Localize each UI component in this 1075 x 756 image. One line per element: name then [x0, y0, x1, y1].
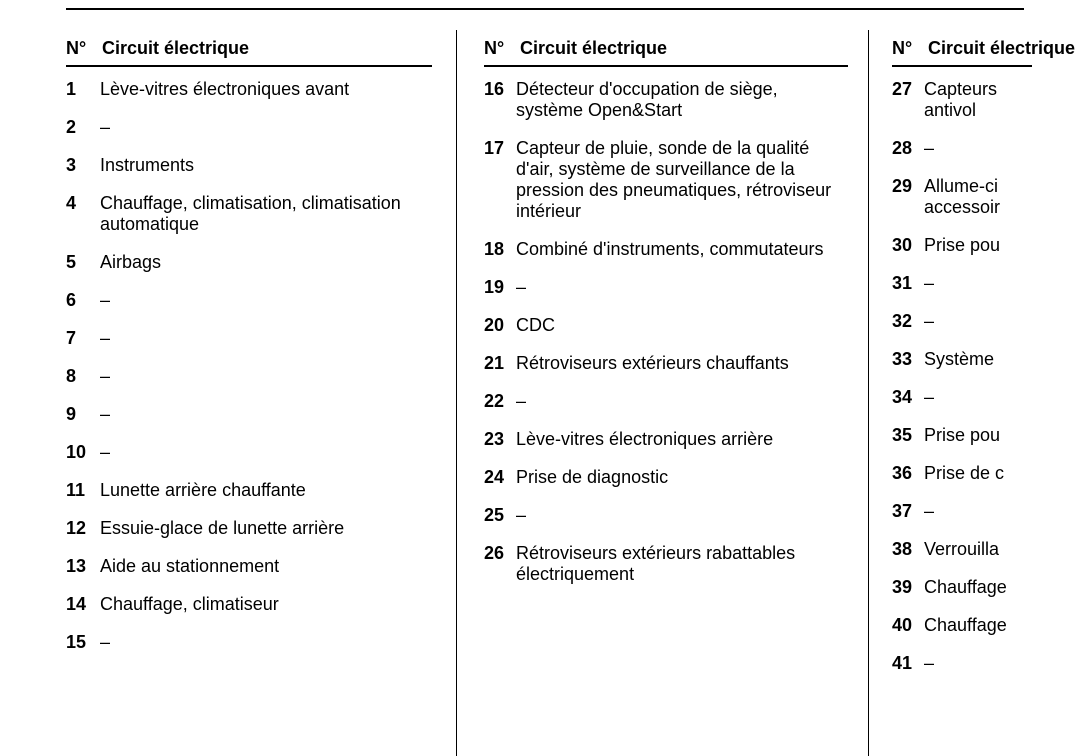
- fuse-number: 15: [66, 632, 87, 652]
- circuit-description-line: –: [924, 653, 935, 673]
- circuit-description: [924, 463, 1032, 484]
- fuse-row: [892, 235, 1032, 256]
- fuse-row: [892, 273, 1032, 294]
- circuit-description: –: [100, 117, 111, 137]
- circuit-description-line: Allume-ci: [924, 176, 999, 196]
- fuse-number: 17: [484, 138, 505, 158]
- fuse-number: 23: [484, 429, 505, 449]
- fuse-number: 38: [892, 539, 913, 559]
- header-title: Circuit électrique: [102, 38, 250, 58]
- fuse-row: [484, 138, 848, 222]
- circuit-description: Essuie-glace de lunette arrière: [100, 518, 345, 538]
- fuse-row: [892, 463, 1032, 484]
- fuse-column-1: [66, 38, 432, 670]
- fuse-number: 16: [484, 79, 505, 99]
- fuse-number: 33: [892, 349, 913, 369]
- top-rule: [66, 8, 1024, 10]
- circuit-description: Rétroviseurs extérieurs chauffants: [516, 353, 789, 373]
- circuit-description-line: –: [924, 501, 935, 521]
- fuse-row: [66, 290, 432, 311]
- fuse-row: [484, 353, 848, 374]
- fuse-number: 27: [892, 79, 913, 99]
- fuse-row: [484, 277, 848, 298]
- circuit-description: Chauffage, climatisation, climatisation automatique: [100, 193, 401, 234]
- circuit-description: –: [100, 442, 111, 462]
- fuse-number: 20: [484, 315, 505, 335]
- fuse-number: 34: [892, 387, 913, 407]
- circuit-description: Capteur de pluie, sonde de la qualité d'air, système de surveillance de la pression des pneumatiques, rétroviseur intérieur: [516, 138, 832, 221]
- circuit-description-line: –: [924, 387, 935, 407]
- circuit-description: –: [100, 290, 111, 310]
- circuit-description: [924, 349, 1032, 370]
- circuit-description-line: –: [924, 311, 935, 331]
- fuse-number: 40: [892, 615, 913, 635]
- circuit-description: Airbags: [100, 252, 162, 272]
- circuit-description: [924, 425, 1032, 446]
- circuit-description-line: accessoir: [924, 197, 1001, 217]
- fuse-row: [484, 79, 848, 121]
- fuse-row: [66, 594, 432, 615]
- fuse-number: 21: [484, 353, 505, 373]
- fuse-row: [66, 404, 432, 425]
- circuit-description: Lève-vitres électroniques arrière: [516, 429, 774, 449]
- fuse-number: 8: [66, 366, 77, 386]
- fuse-row: [892, 615, 1032, 636]
- circuit-description: Lunette arrière chauffante: [100, 480, 306, 500]
- fuse-row: [892, 311, 1032, 332]
- circuit-description: [924, 501, 1032, 522]
- fuse-row: [66, 155, 432, 176]
- fuse-number: 31: [892, 273, 913, 293]
- circuit-description: [924, 176, 1032, 218]
- fuse-list: [484, 79, 848, 585]
- fuse-row: [892, 425, 1032, 446]
- header-number-label: N°: [484, 38, 505, 58]
- fuse-row: [892, 577, 1032, 598]
- circuit-description: [924, 79, 1032, 121]
- fuse-number: 11: [66, 480, 86, 500]
- column-header: [66, 38, 432, 67]
- fuse-row: [892, 176, 1032, 218]
- fuse-column-2: [484, 38, 848, 602]
- fuse-number: 10: [66, 442, 87, 462]
- fuse-row: [484, 429, 848, 450]
- circuit-description-line: Verrouilla: [924, 539, 1000, 559]
- fuse-number: 30: [892, 235, 913, 255]
- circuit-description: –: [100, 366, 111, 386]
- fuse-row: [484, 239, 848, 260]
- circuit-description: [924, 235, 1032, 256]
- fuse-row: [66, 252, 432, 273]
- fuse-number: 24: [484, 467, 505, 487]
- header-title: Circuit électrique: [520, 38, 668, 58]
- circuit-description-line: antivol: [924, 100, 977, 120]
- header-number-label: N°: [892, 38, 913, 58]
- circuit-description: –: [516, 277, 527, 297]
- fuse-row: [66, 442, 432, 463]
- circuit-description-line: –: [924, 273, 935, 293]
- circuit-description: [924, 653, 1032, 674]
- fuse-number: 36: [892, 463, 913, 483]
- fuse-row: [892, 501, 1032, 522]
- column-header: [892, 38, 1075, 67]
- fuse-number: 7: [66, 328, 77, 348]
- fuse-number: 4: [66, 193, 77, 213]
- circuit-description: Instruments: [100, 155, 195, 175]
- circuit-description: [924, 311, 1032, 332]
- fuse-number: 12: [66, 518, 87, 538]
- circuit-description-line: Chauffage: [924, 615, 1007, 635]
- fuse-row: [892, 387, 1032, 408]
- circuit-description: Détecteur d'occupation de siège, système Open&Start: [516, 79, 778, 120]
- circuit-description: Prise de diagnostic: [516, 467, 669, 487]
- fuse-row: [484, 467, 848, 488]
- fuse-row: [892, 138, 1032, 159]
- circuit-description: –: [100, 404, 111, 424]
- circuit-description: –: [100, 632, 111, 652]
- fuse-number: 1: [66, 79, 77, 99]
- circuit-description: Lève-vitres électroniques avant: [100, 79, 350, 99]
- fuse-number: 37: [892, 501, 913, 521]
- fuse-number: 35: [892, 425, 913, 445]
- header-number-label: N°: [66, 38, 87, 58]
- fuse-number: 39: [892, 577, 913, 597]
- fuse-number: 32: [892, 311, 913, 331]
- fuse-number: 25: [484, 505, 505, 525]
- circuit-description: Rétroviseurs extérieurs rabattables électriquement: [516, 543, 796, 584]
- fuse-number: 9: [66, 404, 77, 424]
- fuse-row: [892, 653, 1032, 674]
- fuse-number: 41: [892, 653, 913, 673]
- column-header: [484, 38, 848, 67]
- circuit-description-line: Prise pou: [924, 235, 1001, 255]
- fuse-number: 13: [66, 556, 87, 576]
- fuse-row: [66, 480, 432, 501]
- fuse-row: [484, 315, 848, 336]
- fuse-number: 26: [484, 543, 505, 563]
- fuse-row: [66, 632, 432, 653]
- circuit-description: –: [516, 505, 527, 525]
- fuse-row: [66, 366, 432, 387]
- fuse-number: 5: [66, 252, 77, 272]
- fuse-column-3: [892, 38, 1075, 691]
- fuse-number: 3: [66, 155, 77, 175]
- header-title: Circuit électrique: [928, 38, 1075, 58]
- fuse-number: 14: [66, 594, 87, 614]
- fuse-number: 19: [484, 277, 505, 297]
- fuse-row: [892, 79, 1032, 121]
- circuit-description-line: –: [924, 138, 935, 158]
- fuse-list: [66, 79, 432, 653]
- circuit-description: Chauffage, climatiseur: [100, 594, 279, 614]
- circuit-description: –: [516, 391, 527, 411]
- fuse-row: [66, 328, 432, 349]
- circuit-description-line: Capteurs: [924, 79, 998, 99]
- fuse-number: 29: [892, 176, 913, 196]
- fuse-number: 18: [484, 239, 505, 259]
- circuit-description: Combiné d'instruments, commutateurs: [516, 239, 824, 259]
- circuit-description: [924, 273, 1032, 294]
- circuit-description: Aide au stationnement: [100, 556, 280, 576]
- circuit-description: CDC: [516, 315, 555, 335]
- fuse-list: [892, 79, 1032, 674]
- circuit-description-line: Chauffage: [924, 577, 1007, 597]
- fuse-row: [892, 539, 1032, 560]
- column-divider-1: [456, 30, 457, 756]
- fuse-row: [484, 391, 848, 412]
- fuse-number: 6: [66, 290, 77, 310]
- fuse-number: 22: [484, 391, 505, 411]
- circuit-description: [924, 615, 1032, 636]
- fuse-row: [66, 193, 432, 235]
- fuse-row: [66, 518, 432, 539]
- circuit-description: [924, 387, 1032, 408]
- circuit-description-line: Système: [924, 349, 995, 369]
- fuse-row: [66, 79, 432, 100]
- fuse-row: [484, 505, 848, 526]
- fuse-row: [66, 556, 432, 577]
- circuit-description-line: Prise pou: [924, 425, 1001, 445]
- column-divider-2: [868, 30, 869, 756]
- fuse-number: 28: [892, 138, 913, 158]
- circuit-description: [924, 138, 1032, 159]
- circuit-description: –: [100, 328, 111, 348]
- circuit-description: [924, 539, 1032, 560]
- fuse-row: [892, 349, 1032, 370]
- circuit-description: [924, 577, 1032, 598]
- fuse-row: [484, 543, 848, 585]
- circuit-description-line: Prise de c: [924, 463, 1005, 483]
- fuse-row: [66, 117, 432, 138]
- fuse-number: 2: [66, 117, 77, 137]
